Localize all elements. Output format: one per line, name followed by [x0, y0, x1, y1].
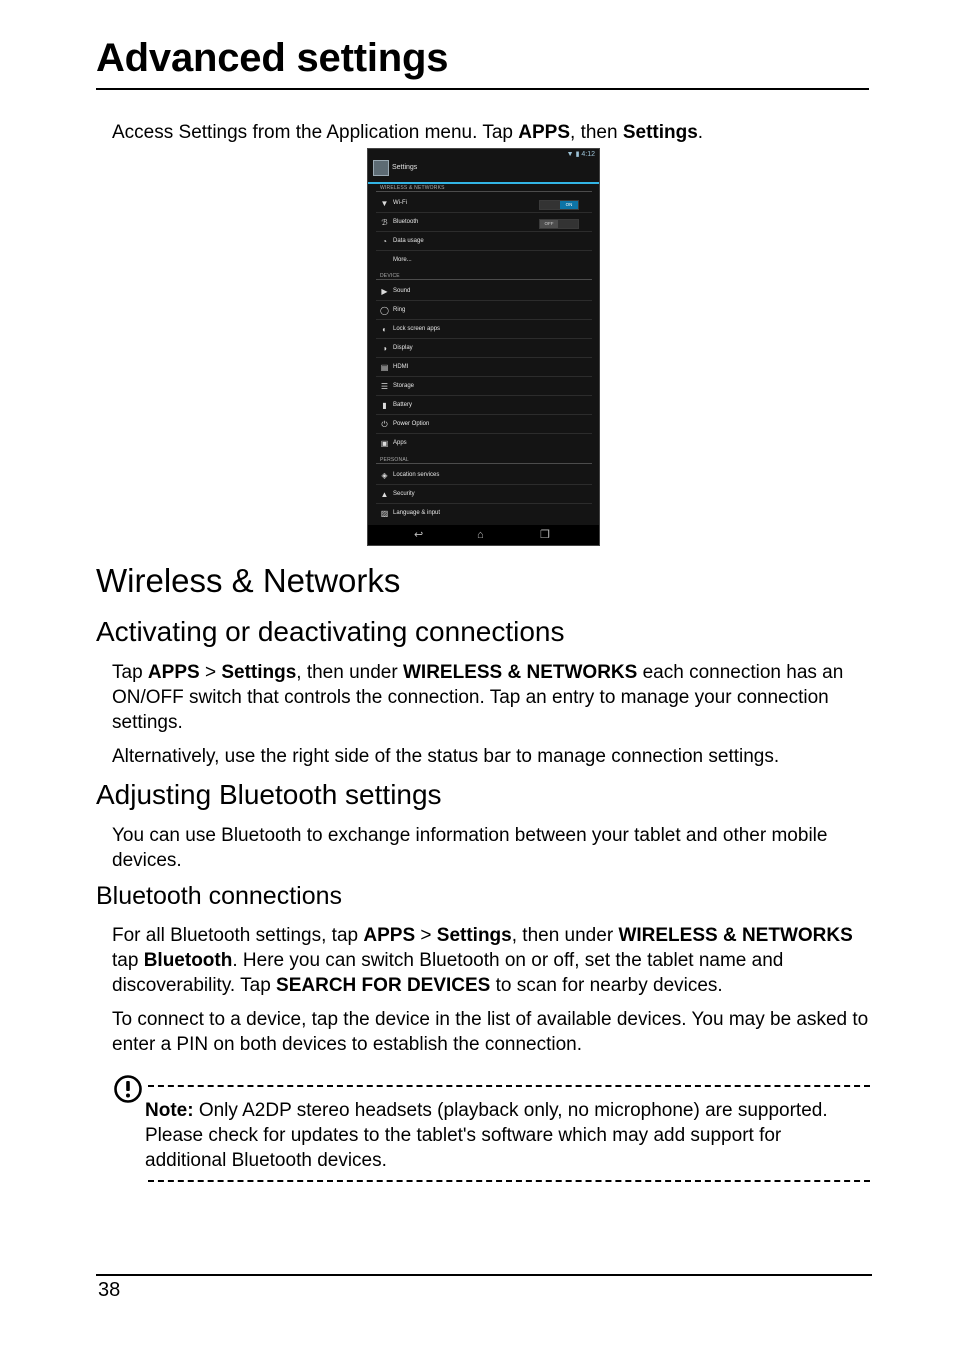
settings-item-hdmi[interactable] — [376, 358, 592, 377]
item-label: Security — [393, 491, 415, 497]
section-device: DEVICE — [380, 273, 400, 279]
language-icon: ▨ — [380, 509, 389, 518]
intro-settings: Settings — [622, 122, 698, 143]
section-wireless-networks: WIRELESS & NETWORKS — [380, 185, 445, 191]
settings-item-location-services[interactable] — [376, 466, 592, 485]
settings-item-battery[interactable] — [376, 396, 592, 415]
section-heading-wireless: Wireless & Networks — [96, 562, 401, 599]
page-title: Advanced settings — [96, 36, 449, 80]
title-rule — [96, 88, 869, 90]
item-label: Power Option — [393, 421, 430, 427]
activating-paragraph-1 — [112, 660, 872, 735]
text-run: to scan for nearby devices. — [490, 975, 723, 996]
item-label: Sound — [393, 288, 411, 294]
settings-item-apps[interactable] — [376, 434, 592, 453]
status-time: 4:12 — [581, 151, 595, 158]
settings-item-security[interactable] — [376, 485, 592, 504]
settings-item-storage[interactable] — [376, 377, 592, 396]
note-top-divider — [148, 1085, 870, 1087]
text-run-bold: APPS — [363, 925, 416, 946]
text-run: , then under — [511, 925, 619, 946]
wifi-toggle[interactable] — [539, 200, 579, 210]
hdmi-icon: ▤ — [380, 363, 389, 372]
speaker-icon: ▶ — [381, 287, 388, 296]
text-run-bold: Bluetooth — [143, 950, 233, 971]
settings-item-power-option[interactable] — [376, 415, 592, 434]
warning-icon — [113, 1074, 143, 1104]
toggle-label: OFF — [540, 220, 558, 228]
lock-screen-icon: ◐ — [382, 325, 387, 334]
action-bar — [368, 157, 599, 184]
text-run: . Here you can switch Bluetooth on or off, set the tablet name and discoverability. Tap — [112, 950, 784, 996]
item-label: Display — [393, 345, 413, 351]
settings-app-icon — [373, 160, 389, 176]
action-bar-title: Settings — [392, 164, 418, 171]
back-icon[interactable]: ↩ — [414, 529, 424, 541]
activating-paragraph-2: Alternatively, use the right side of the status bar to manage connection settings. — [112, 746, 780, 767]
item-label: Location services — [393, 472, 440, 478]
settings-item-more[interactable] — [376, 251, 592, 270]
power-icon: ⏻ — [381, 420, 388, 429]
text-run-bold: APPS — [147, 662, 200, 683]
section-personal: PERSONAL — [380, 457, 409, 463]
note-body: Only A2DP stereo headsets (playback only, no microphone) are supported. Please check for updates to the tablet's software which may add support for additional Bluetooth devices. — [145, 1100, 828, 1171]
intro-apps: APPS — [518, 122, 571, 143]
item-label: Storage — [393, 383, 415, 389]
wifi-icon: ▼ — [380, 199, 389, 208]
settings-item-language-input[interactable] — [376, 504, 592, 523]
toggle-label: ON — [560, 201, 578, 209]
settings-item-ring[interactable] — [376, 301, 592, 320]
data-usage-icon: ◔ — [382, 237, 387, 246]
lock-icon: ▲ — [380, 490, 389, 499]
text-run: each connection has an ON/OFF switch that controls the connection. Tap an entry to manage your connection settings. — [112, 662, 844, 733]
subheading-bluetooth-connections: Bluetooth connections — [96, 882, 343, 910]
item-label: Ring — [393, 307, 406, 313]
item-label: More... — [393, 257, 412, 263]
item-label: Wi-Fi — [393, 200, 407, 206]
intro-text: , then — [570, 122, 623, 143]
text-run-bold: WIRELESS & NETWORKS — [402, 662, 638, 683]
footer-rule — [96, 1274, 872, 1276]
settings-item-wifi[interactable] — [376, 194, 592, 213]
battery-icon: ▮ — [382, 401, 387, 410]
bluetooth-icon: ℬ — [381, 218, 388, 227]
navigation-bar — [368, 525, 599, 545]
bluetooth-connections-paragraph-2: To connect to a device, tap the device in the list of available devices. You may be asked to enter a PIN on both devices to establish the connection. — [112, 1009, 869, 1055]
display-icon: ◑ — [382, 344, 387, 353]
subheading-bluetooth-settings: Adjusting Bluetooth settings — [96, 779, 442, 810]
ring-icon: ◯ — [380, 306, 389, 315]
settings-item-lock-screen-apps[interactable] — [376, 320, 592, 339]
text-run-bold: Settings — [221, 662, 297, 683]
section-rule — [376, 279, 592, 280]
note-text — [145, 1098, 865, 1173]
text-run: , then under — [296, 662, 403, 683]
text-run-bold: WIRELESS & NETWORKS — [618, 925, 853, 946]
item-label: Lock screen apps — [393, 326, 441, 332]
section-rule — [376, 191, 592, 192]
apps-icon: ▣ — [380, 439, 389, 448]
recent-apps-icon[interactable]: ❐ — [540, 529, 550, 541]
item-label: HDMI — [393, 364, 409, 370]
location-icon: ◈ — [381, 471, 388, 480]
settings-item-sound[interactable] — [376, 282, 592, 301]
subheading-activating: Activating or deactivating connections — [96, 616, 565, 647]
intro-text: Access Settings from the Application menu. Tap — [112, 122, 519, 143]
settings-item-data-usage[interactable] — [376, 232, 592, 251]
item-label: Language & input — [393, 510, 441, 516]
storage-icon: ☰ — [380, 382, 389, 391]
section-rule — [376, 463, 592, 464]
home-icon[interactable]: ⌂ — [477, 529, 484, 541]
item-label: Apps — [393, 440, 407, 446]
text-run: > — [199, 662, 222, 683]
text-run: For all Bluetooth settings, tap — [112, 925, 364, 946]
battery-status-icon: ▮ — [575, 151, 580, 158]
intro-paragraph — [112, 120, 872, 145]
intro-text: . — [697, 122, 704, 143]
text-run: Tap — [112, 662, 148, 683]
text-run-bold: Settings — [436, 925, 512, 946]
note-bottom-divider — [148, 1180, 870, 1182]
item-label: Battery — [393, 402, 413, 408]
settings-item-bluetooth[interactable] — [376, 213, 592, 232]
bluetooth-toggle[interactable] — [539, 219, 579, 229]
settings-screenshot — [367, 148, 600, 546]
wifi-status-icon: ▼ — [566, 151, 574, 158]
text-run-bold: SEARCH FOR DEVICES — [276, 975, 491, 996]
text-run: tap — [112, 950, 144, 971]
bluetooth-connections-paragraph-1 — [112, 923, 872, 998]
settings-item-display[interactable] — [376, 339, 592, 358]
item-label: Data usage — [393, 238, 424, 244]
bluetooth-settings-paragraph: You can use Bluetooth to exchange information between your tablet and other mobile devices. — [112, 825, 828, 871]
item-label: Bluetooth — [393, 219, 419, 225]
text-run: > — [415, 925, 437, 946]
page-number: 38 — [98, 1279, 121, 1301]
note-label: Note: — [145, 1100, 194, 1121]
